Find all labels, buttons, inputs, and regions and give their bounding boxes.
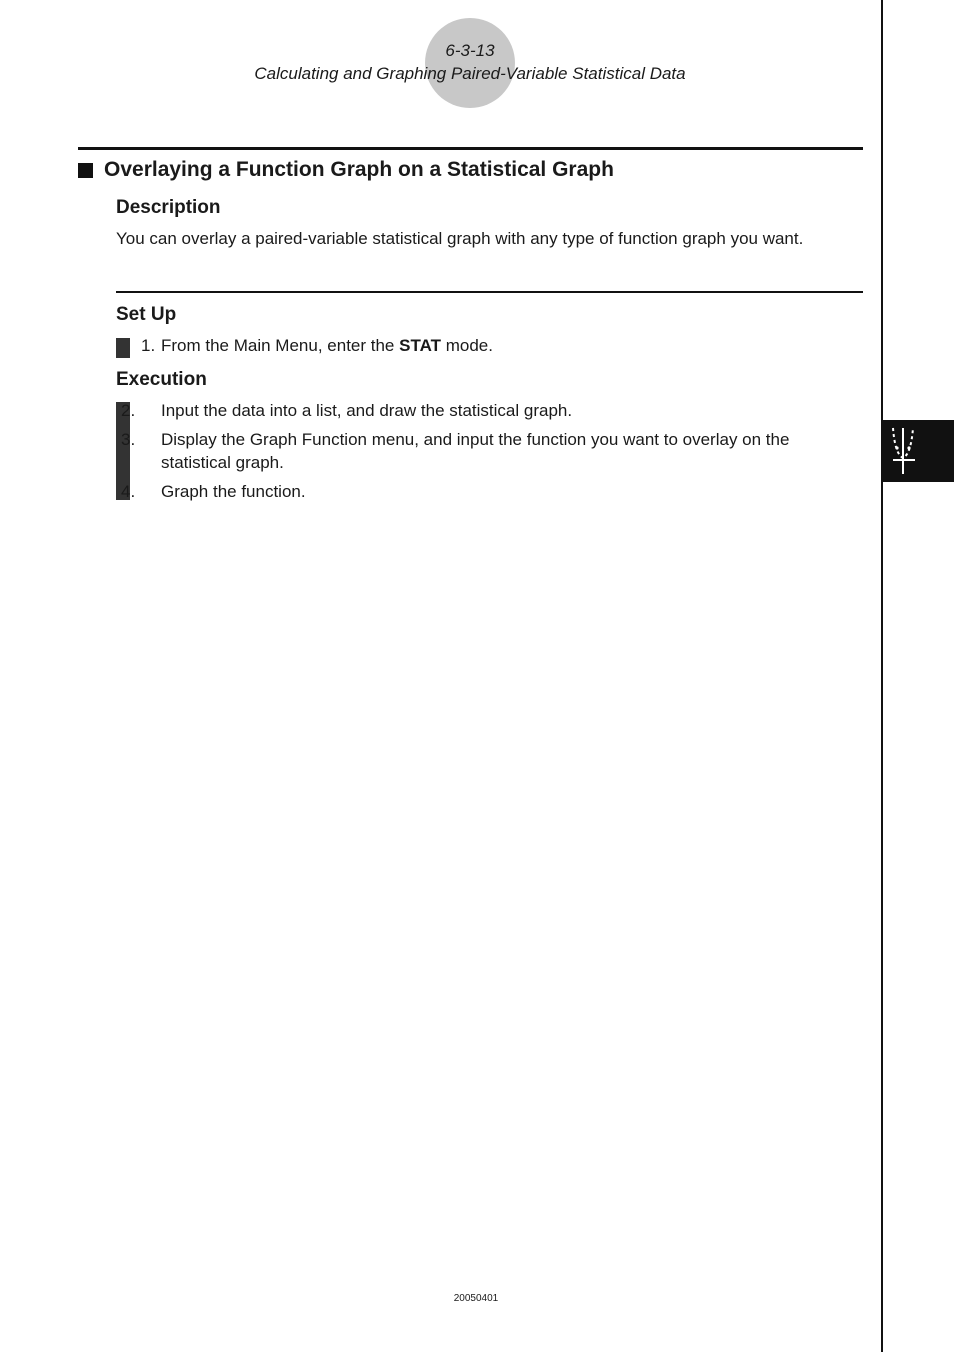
footer-code: 20050401 [453, 1293, 499, 1304]
execution-step-2 [121, 399, 876, 422]
execution-step-4 [121, 480, 876, 503]
step-number: 3. [121, 430, 136, 449]
setup-step-1 [141, 334, 856, 357]
mode-name: STAT [399, 336, 441, 355]
setup-step-bar [116, 338, 130, 358]
page-number-circle [425, 18, 515, 108]
square-bullet-icon [78, 163, 93, 178]
step-number: 4. [121, 482, 136, 501]
divider-rule [116, 291, 863, 293]
step-text: Input the data into a list, and draw the statistical graph. [161, 401, 573, 420]
section-title-text: Overlaying a Function Graph on a Statistical Graph [104, 158, 614, 181]
right-margin-rule [881, 0, 883, 1352]
stat-mode-icon [887, 422, 927, 480]
step-number: 1. [141, 336, 156, 355]
setup-heading: Set Up [116, 304, 177, 325]
running-title: Calculating and Graphing Paired-Variable Statistical Data [254, 64, 686, 83]
execution-heading: Execution [116, 369, 207, 390]
step-text: Display the Graph Function menu, and input the function you want to overlay on the statistical graph. [161, 430, 790, 472]
page-number: 6-3-13 [445, 41, 495, 60]
step-number: 2. [121, 401, 136, 420]
step-text: From the Main Menu, enter the [161, 336, 400, 355]
section-top-rule [78, 147, 863, 150]
execution-step-3 [121, 428, 861, 474]
section-title [78, 158, 614, 182]
chapter-side-tab [883, 420, 954, 482]
description-text: You can overlay a paired-variable statistical graph with any type of function graph you want. [116, 229, 804, 248]
step-text-end: mode. [440, 336, 493, 355]
step-text: Graph the function. [161, 482, 306, 501]
description-heading: Description [116, 197, 221, 218]
